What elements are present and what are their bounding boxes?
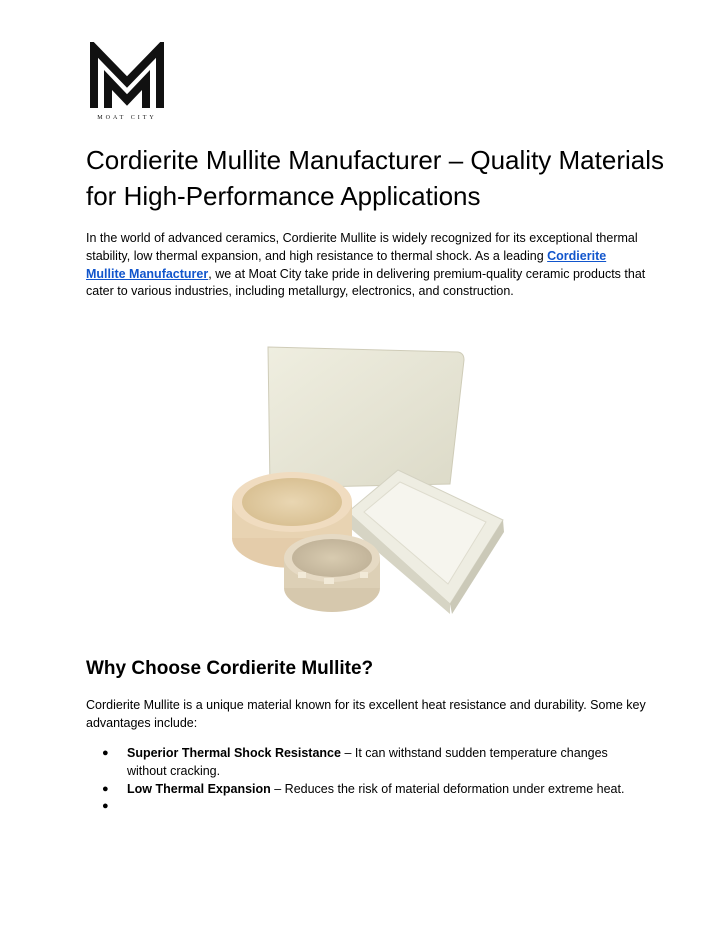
bullet-icon: ● [102, 800, 109, 813]
m-logo-icon [88, 42, 166, 112]
bullet-bold-text: Superior Thermal Shock Resistance [127, 746, 341, 760]
manufacturer-link[interactable]: Cordierite Mullite Manufacturer [86, 248, 607, 281]
bullet-icon: ● [102, 747, 109, 759]
list-item [86, 745, 646, 781]
page-title: Cordierite Mullite Manufacturer – Quality Materials for High-Performance Applications [86, 145, 664, 211]
section-paragraph: Cordierite Mullite is a unique material known for its excellent heat resistance and durability. Some key advantages include: [86, 698, 646, 730]
section-heading: Why Choose Cordierite Mullite? [86, 658, 374, 679]
logo-text: MOAT CITY [97, 115, 157, 121]
intro-paragraph [86, 230, 646, 301]
bullet-bold-text: Low Thermal Expansion [127, 781, 271, 796]
bullet-icon: ● [102, 782, 109, 795]
intro-text-after: , we at Moat City take pride in delivering premium-quality ceramic products that cater to various industries, including metallurgy, electronics, and construction. [86, 266, 646, 299]
bullet-text: – Reduces the risk of material deformation under extreme heat. [270, 781, 625, 796]
list-item [86, 781, 646, 799]
bullet-text: – It can withstand sudden temperature changes without cracking. [127, 746, 608, 778]
product-image [228, 342, 518, 614]
list-item [86, 798, 646, 816]
brand-logo [88, 42, 166, 128]
intro-text-before: In the world of advanced ceramics, Cordierite Mullite is widely recognized for its exceptional thermal stability, low thermal expansion, and high resistance to thermal shock. As a leading [86, 231, 638, 263]
advantages-list [86, 745, 646, 816]
